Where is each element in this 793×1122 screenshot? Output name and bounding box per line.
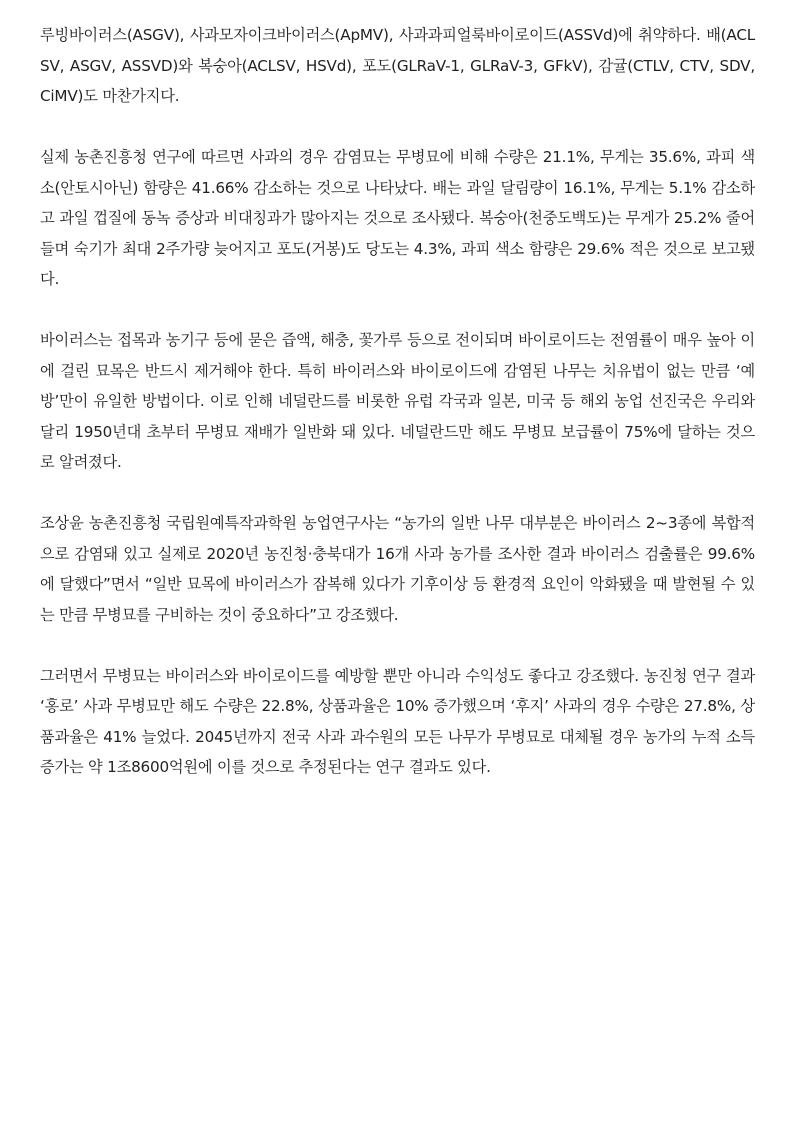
paragraph-virus-susceptibility: 루빙바이러스(ASGV), 사과모자이크바이러스(ApMV), 사과과피얼룩바이로이드(ASSVd)에 취약하다. 배(ACLSV, ASGV, ASSVD)와 복숭아(ACLSV, HSVd), 포도(GLRaV-1, GLRaV-3, GFkV), 감귤(CTLV, CTV, SDV, CiMV)도 마찬가지다. [40, 26, 755, 105]
paragraph-infection-damage: 실제 농촌진흥청 연구에 따르면 사과의 경우 감염묘는 무병묘에 비해 수량은 21.1%, 무게는 35.6%, 과피 색소(안토시아닌) 함량은 41.66% 감소하는 것으로 나타났다. 배는 과일 달림량이 16.1%, 무게는 5.1% 감소하고 과일 껍질에 동녹 증상과 비대칭과가 많아지는 것으로 조사됐다. 복숭아(천중도백도)는 무게가 25.2% 줄어들며 숙기가 최대 2주가량 늦어지고 포도(거봉)도 당도는 4.3%, 과피 색소 함량은 29.6% 적은 것으로 보고됐다. [40, 148, 755, 288]
paragraph-researcher-quote: 조상윤 농촌진흥청 국립원예특작과학원 농업연구사는 “농가의 일반 나무 대부분은 바이러스 2~3종에 복합적으로 감염돼 있고 실제로 2020년 농진청·충북대가 16개 사과 농가를 조사한 결과 바이러스 검출률은 99.6%에 달했다”면서 “일반 묘목에 바이러스가 잠복해 있다가 기후이상 등 환경적 요인이 악화됐을 때 발현될 수 있는 만큼 무병묘를 구비하는 것이 중요하다”고 강조했다. [40, 514, 755, 624]
paragraph-prevention: 바이러스는 접목과 농기구 등에 묻은 즙액, 해충, 꽃가루 등으로 전이되며 바이로이드는 전염률이 매우 높아 이에 걸린 묘목은 반드시 제거해야 한다. 특히 바이러스와 바이로이드에 감염된 나무는 치유법이 없는 만큼 ‘예방’만이 유일한 방법이다. 이로 인해 네덜란드를 비롯한 유럽 각국과 일본, 미국 등 해외 농업 선진국은 우리와 달리 1950년대 초부터 무병묘 재배가 일반화 돼 있다. 네덜란드만 해도 무병묘 보급률이 75%에 달하는 것으로 알려졌다. [40, 331, 755, 471]
article-body [40, 20, 755, 813]
paragraph-profitability: 그러면서 무병묘는 바이러스와 바이로이드를 예방할 뿐만 아니라 수익성도 좋다고 강조했다. 농진청 연구 결과 ‘홍로’ 사과 무병묘만 해도 수량은 22.8%, 상품과율은 10% 증가했으며 ‘후지’ 사과의 경우 수량은 27.8%, 상품과율은 41% 늘었다. 2045년까지 전국 사과 과수원의 모든 나무가 무병묘로 대체될 경우 농가의 누적 소득 증가는 약 1조8600억원에 이를 것으로 추정된다는 연구 결과도 있다. [40, 666, 755, 776]
